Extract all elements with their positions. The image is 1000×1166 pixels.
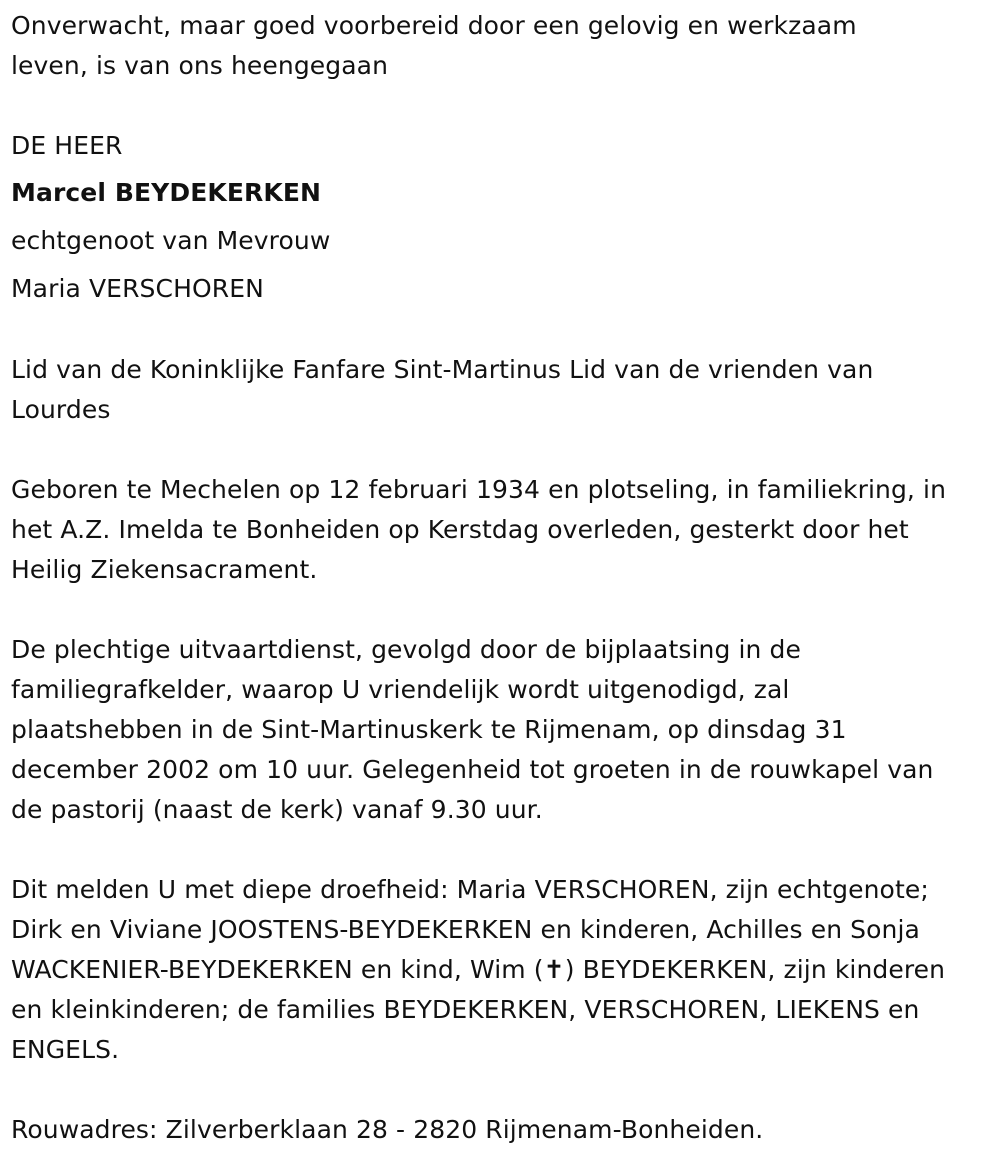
spouse-line-2: Maria VERSCHOREN — [11, 274, 264, 303]
funeral-line-5: de pastorij (naast de kerk) vanaf 9.30 uur. — [11, 795, 543, 824]
honorific-title: DE HEER — [11, 131, 123, 160]
funeral-line-4: december 2002 om 10 uur. Gelegenheid tot groeten in de rouwkapel van — [11, 755, 934, 784]
family-line-1: Dit melden U met diepe droefheid: Maria VERSCHOREN, zijn echtgenote; — [11, 875, 929, 904]
memberships-line-1: Lid van de Koninklijke Fanfare Sint-Martinus Lid van de vrienden van — [11, 355, 874, 384]
funeral-line-1: De plechtige uitvaartdienst, gevolgd door de bijplaatsing in de — [11, 635, 801, 664]
memberships-line-2: Lourdes — [11, 395, 111, 424]
family-line-3: WACKENIER-BEYDEKERKEN en kind, Wim (✝) BEYDEKERKEN, zijn kinderen — [11, 955, 946, 984]
family-line-4: en kleinkinderen; de families BEYDEKERKEN, VERSCHOREN, LIEKENS en — [11, 995, 920, 1024]
spouse-line-1: echtgenoot van Mevrouw — [11, 226, 331, 255]
birth-death-line-1: Geboren te Mechelen op 12 februari 1934 en plotseling, in familiekring, in — [11, 475, 947, 504]
funeral-line-2: familiegrafkelder, waarop U vriendelijk wordt uitgenodigd, zal — [11, 675, 790, 704]
family-line-2: Dirk en Viviane JOOSTENS-BEYDEKERKEN en kinderen, Achilles en Sonja — [11, 915, 920, 944]
family-line-5: ENGELS. — [11, 1035, 120, 1064]
birth-death-line-2: het A.Z. Imelda te Bonheiden op Kerstdag overleden, gesterkt door het — [11, 515, 909, 544]
deceased-name: Marcel BEYDEKERKEN — [11, 178, 322, 207]
intro-line-2: leven, is van ons heengegaan — [11, 51, 389, 80]
funeral-line-3: plaatshebben in de Sint-Martinuskerk te Rijmenam, op dinsdag 31 — [11, 715, 847, 744]
mourning-address: Rouwadres: Zilverberklaan 28 - 2820 Rijmenam-Bonheiden. — [11, 1115, 764, 1144]
birth-death-line-3: Heilig Ziekensacrament. — [11, 555, 318, 584]
intro-line-1: Onverwacht, maar goed voorbereid door een gelovig en werkzaam — [11, 11, 857, 40]
